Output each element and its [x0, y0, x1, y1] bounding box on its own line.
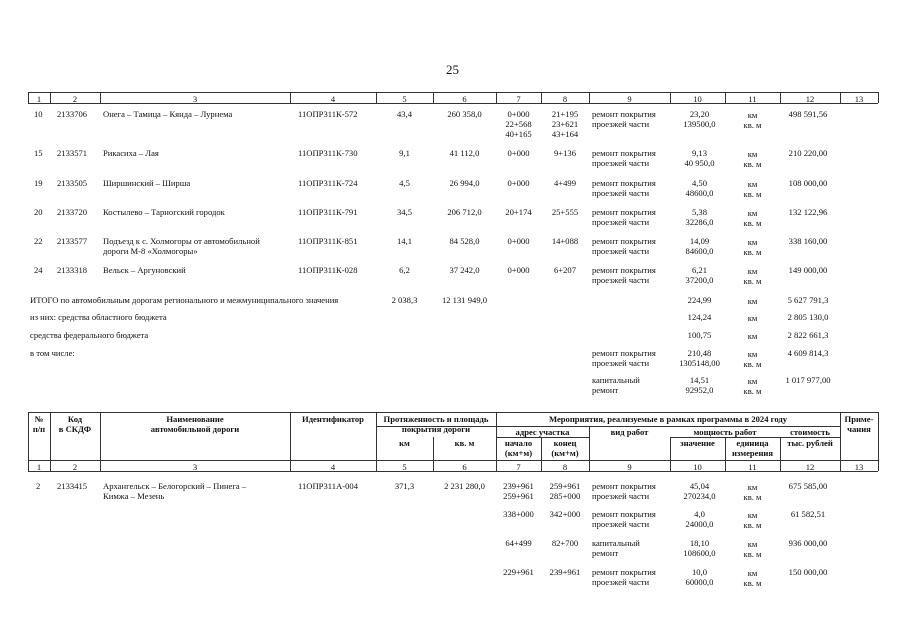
end-km: 6+207	[553, 265, 577, 275]
work-type: проезжей части	[592, 188, 650, 198]
cost: 132 122,96	[788, 207, 828, 217]
total-label: ИТОГО по автомобильным дорогам регионального и межмуниципального значения	[30, 295, 339, 305]
unit: км	[747, 266, 758, 276]
federal-cost: 2 822 661,3	[787, 330, 829, 340]
column-number: 8	[562, 94, 568, 104]
column-number: 11	[748, 94, 757, 104]
header-cost: стоимость	[790, 427, 830, 437]
length-km: 9,1	[399, 148, 410, 158]
header-end: конец	[553, 438, 577, 448]
start-km: 259+961	[503, 491, 534, 501]
cost: 149 000,00	[788, 265, 828, 275]
road-identifier: 11ОПР311К-572	[298, 109, 358, 119]
road-name: Онега – Тамица – Кянда – Лурнема	[103, 109, 233, 119]
end-km: 82+700	[551, 538, 579, 548]
work-type: ремонт покрытия	[592, 207, 656, 217]
capacity-value: 4,0	[694, 509, 705, 519]
length-km: 371,3	[394, 481, 415, 491]
unit: км	[747, 482, 758, 492]
cost: 1 017 977,00	[785, 375, 831, 385]
column-number: 10	[693, 94, 702, 104]
header-number: №	[34, 414, 44, 424]
work-type: капитальный	[592, 538, 640, 548]
row-number: 19	[34, 178, 43, 188]
column-number: 12	[805, 462, 815, 472]
start-km: 20+174	[505, 207, 532, 217]
capacity-value: 210,48	[687, 348, 712, 358]
row-number: 24	[34, 265, 43, 275]
work-type: капитальный	[592, 375, 640, 385]
length-km: 43,4	[396, 109, 413, 119]
federal-value: 100,75	[687, 330, 712, 340]
road-identifier: 11ОПР311К-791	[298, 207, 358, 217]
area-sqm: 2 231 280,0	[444, 481, 485, 491]
total-value: 224,99	[687, 295, 712, 305]
capacity-value: 60000,0	[685, 577, 714, 587]
unit: км	[747, 110, 758, 120]
page-number: 25	[446, 62, 459, 77]
work-type: ремонт покрытия	[592, 348, 656, 358]
road-name: Ширшинский – Ширша	[103, 178, 191, 188]
work-type: проезжей части	[592, 491, 650, 501]
road-code: 2133720	[57, 207, 88, 217]
regional-value: 124,24	[687, 312, 712, 322]
header-notes: чания	[847, 424, 871, 434]
area-sqm: 41 112,0	[449, 148, 480, 158]
unit: км	[747, 179, 758, 189]
column-number: 7	[516, 462, 521, 472]
header-activities: Мероприятия, реализуемые в рамках программы в 2024 году	[548, 414, 788, 424]
column-number: 6	[462, 94, 467, 104]
road-identifier: 11ОПР311К-851	[298, 236, 358, 246]
unit: кв. м	[743, 218, 762, 228]
capacity-value: 108600,0	[683, 548, 716, 558]
column-number: 5	[402, 462, 407, 472]
road-name: Костылево – Тарногский городок	[103, 207, 225, 217]
end-km: 21+195	[551, 109, 579, 119]
area-sqm: 260 358,0	[447, 109, 482, 119]
road-name: Рикасиха – Лая	[103, 148, 159, 158]
row-number: 10	[34, 109, 43, 119]
table-divider	[878, 92, 879, 103]
end-km: 342+000	[549, 509, 581, 519]
regional-budget-label: из них: средства областного бюджета	[30, 312, 167, 322]
unit: км	[747, 510, 758, 520]
capacity-value: 270234,0	[683, 491, 716, 501]
work-type: проезжей части	[592, 158, 650, 168]
capacity-value: 92952,0	[685, 385, 714, 395]
unit: км	[747, 349, 758, 359]
road-name: Кимжа – Мезень	[103, 491, 165, 501]
start-km: 0+000	[507, 236, 530, 246]
road-name: Архангельск – Белогорский – Пинега –	[103, 481, 247, 491]
start-km: 229+961	[503, 567, 534, 577]
column-number: 1	[36, 94, 42, 104]
work-type: проезжей части	[592, 358, 650, 368]
header-capacity: мощность работ	[693, 427, 757, 437]
federal-unit: км	[747, 331, 758, 341]
column-number: 7	[516, 94, 521, 104]
column-number: 5	[402, 94, 407, 104]
row-number: 20	[34, 207, 43, 217]
work-type: ремонт	[592, 548, 619, 558]
unit: км	[747, 237, 758, 247]
unit: кв. м	[743, 520, 762, 530]
column-number: 6	[462, 462, 467, 472]
area-sqm: 84 528,0	[449, 236, 480, 246]
end-km: 285+000	[549, 491, 581, 501]
total-cost: 5 627 791,3	[787, 295, 829, 305]
table-rule	[28, 412, 878, 413]
column-number: 9	[627, 94, 632, 104]
unit: кв. м	[743, 189, 762, 199]
total-unit: км	[747, 296, 758, 306]
end-km: 9+136	[553, 148, 577, 158]
work-type: проезжей части	[592, 519, 650, 529]
column-number: 4	[330, 94, 336, 104]
start-km: 0+000	[507, 109, 530, 119]
road-identifier: 11ОПР311К-724	[298, 178, 358, 188]
length-km: 4,5	[399, 178, 410, 188]
table-rule	[28, 460, 878, 461]
unit: км	[747, 568, 758, 578]
capacity-value: 14,09	[689, 236, 710, 246]
regional-cost: 2 805 130,0	[787, 312, 829, 322]
work-type: ремонт покрытия	[592, 567, 656, 577]
unit: кв. м	[743, 159, 762, 169]
unit: км	[747, 376, 758, 386]
column-number: 1	[36, 462, 42, 472]
work-type: ремонт покрытия	[592, 148, 656, 158]
regional-unit: км	[747, 313, 758, 323]
column-number: 3	[192, 462, 198, 472]
work-type: ремонт покрытия	[592, 236, 656, 246]
end-km: 25+555	[551, 207, 579, 217]
road-code: 2133318	[57, 265, 88, 275]
start-km: 0+000	[507, 148, 530, 158]
road-identifier: 11ОПР311К-028	[298, 265, 358, 275]
work-type: ремонт	[592, 385, 619, 395]
capacity-value: 32286,0	[685, 217, 714, 227]
capacity-value: 4,50	[691, 178, 708, 188]
header-unit: единица	[736, 438, 769, 448]
end-km: 4+499	[553, 178, 577, 188]
header-cost-unit: тыс. рублей	[787, 438, 833, 448]
column-number: 13	[854, 94, 864, 104]
unit: км	[747, 149, 758, 159]
end-km: 14+088	[551, 236, 579, 246]
road-identifier: 11ОПР311К-730	[298, 148, 358, 158]
total-length: 2 038,3	[391, 295, 418, 305]
end-km: 239+961	[549, 567, 581, 577]
capacity-value: 24000,0	[685, 519, 714, 529]
cost: 675 585,00	[788, 481, 828, 491]
area-sqm: 206 712,0	[447, 207, 482, 217]
unit: кв. м	[743, 247, 762, 257]
road-name: Вельск – Аргуновский	[103, 265, 186, 275]
capacity-value: 45,04	[689, 481, 710, 491]
header-sqm: кв. м	[454, 438, 475, 448]
cost: 150 000,00	[788, 567, 828, 577]
start-km: 0+000	[507, 265, 530, 275]
capacity-value: 37200,0	[685, 275, 714, 285]
start-km: 40+165	[505, 129, 532, 139]
start-km: 239+961	[503, 481, 534, 491]
end-km: 23+621	[551, 119, 579, 129]
road-name: дороги М-8 «Холмогоры»	[103, 246, 198, 256]
end-km: 259+961	[549, 481, 581, 491]
unit: км	[747, 208, 758, 218]
column-number: 8	[562, 462, 568, 472]
column-number: 9	[627, 462, 632, 472]
area-sqm: 37 242,0	[449, 265, 480, 275]
unit: км	[747, 539, 758, 549]
header-end: (км+м)	[551, 448, 579, 458]
column-number: 3	[192, 94, 198, 104]
capacity-value: 5,38	[691, 207, 708, 217]
end-km: 43+164	[551, 129, 579, 139]
capacity-value: 40 950,0	[684, 158, 715, 168]
work-type: проезжей части	[592, 217, 650, 227]
capacity-value: 1305148,00	[679, 358, 720, 368]
header-value: значение	[680, 438, 715, 448]
capacity-value: 6,21	[691, 265, 708, 275]
road-code: 2133505	[57, 178, 88, 188]
header-work-type: вид работ	[610, 427, 649, 437]
row-number: 2	[36, 481, 41, 491]
header-address: адрес участка	[515, 427, 570, 437]
column-number: 4	[330, 462, 336, 472]
length-km: 14,1	[396, 236, 413, 246]
cost: 210 220,00	[788, 148, 828, 158]
capacity-value: 23,20	[689, 109, 710, 119]
area-sqm: 26 994,0	[449, 178, 480, 188]
work-type: проезжей части	[592, 275, 650, 285]
work-type: ремонт покрытия	[592, 265, 656, 275]
header-code: Код	[67, 414, 83, 424]
road-code: 2133577	[57, 236, 88, 246]
capacity-value: 139500,0	[683, 119, 716, 129]
total-area: 12 131 949,0	[441, 295, 488, 305]
cost: 108 000,00	[788, 178, 828, 188]
column-number: 12	[805, 94, 815, 104]
header-start: (км+м)	[504, 448, 533, 458]
header-number: п/п	[32, 424, 46, 434]
unit: кв. м	[743, 120, 762, 130]
header-notes: Приме-	[844, 414, 874, 424]
start-km: 338+000	[503, 509, 534, 519]
cost: 936 000,00	[788, 538, 828, 548]
work-type: ремонт покрытия	[592, 509, 656, 519]
capacity-value: 48600,0	[685, 188, 714, 198]
road-code: 2133706	[57, 109, 88, 119]
column-number: 2	[72, 94, 78, 104]
work-type: проезжей части	[592, 577, 650, 587]
capacity-value: 14,51	[689, 375, 710, 385]
length-km: 34,5	[396, 207, 413, 217]
federal-budget-label: средства федерального бюджета	[30, 330, 149, 340]
capacity-value: 84600,0	[685, 246, 714, 256]
unit: кв. м	[743, 492, 762, 502]
column-number: 10	[693, 462, 702, 472]
row-number: 22	[34, 236, 43, 246]
capacity-value: 10,0	[691, 567, 708, 577]
column-number: 13	[854, 462, 864, 472]
table-divider	[878, 460, 879, 471]
start-km: 0+000	[507, 178, 530, 188]
including-label: в том числе:	[30, 348, 75, 358]
column-number: 11	[748, 462, 757, 472]
capacity-value: 18,10	[689, 538, 710, 548]
road-identifier: 11ОПР311А-004	[298, 481, 358, 491]
cost: 498 591,56	[788, 109, 828, 119]
work-type: ремонт покрытия	[592, 178, 656, 188]
unit: кв. м	[743, 549, 762, 559]
header-identifier: Идентификатор	[302, 414, 364, 424]
unit: кв. м	[743, 386, 762, 396]
work-type: проезжей части	[592, 246, 650, 256]
road-name: Подъезд к с. Холмогоры от автомобильной	[103, 236, 260, 246]
cost: 4 609 814,3	[787, 348, 829, 358]
row-number: 15	[34, 148, 43, 158]
header-code: в СКДФ	[58, 424, 92, 434]
road-code: 2133415	[57, 481, 88, 491]
header-start: начало	[504, 438, 533, 448]
unit: кв. м	[743, 359, 762, 369]
start-km: 22+568	[505, 119, 532, 129]
length-km: 6,2	[399, 265, 410, 275]
header-unit: измерения	[731, 448, 774, 458]
work-type: ремонт покрытия	[592, 109, 656, 119]
header-name: Наименование	[166, 414, 224, 424]
road-code: 2133571	[57, 148, 88, 158]
header-length-area: Протяженность и площадь	[383, 414, 489, 424]
capacity-value: 9,13	[691, 148, 708, 158]
column-number: 2	[72, 462, 78, 472]
start-km: 64+499	[505, 538, 532, 548]
unit: кв. м	[743, 578, 762, 588]
work-type: ремонт покрытия	[592, 481, 656, 491]
cost: 338 160,00	[788, 236, 828, 246]
header-length-area: покрытия дороги	[401, 424, 471, 434]
header-km: км	[399, 438, 410, 448]
unit: кв. м	[743, 276, 762, 286]
work-type: проезжей части	[592, 119, 650, 129]
cost: 61 582,51	[790, 509, 826, 519]
header-name: автомобильной дороги	[150, 424, 240, 434]
